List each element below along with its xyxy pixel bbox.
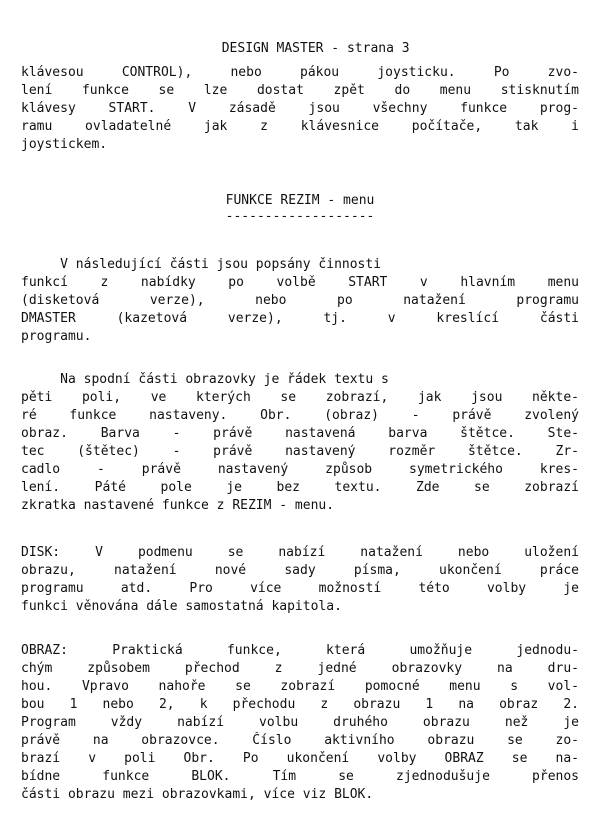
intro-line: klávesy START. V zásadě jsou všechny funkce prog- [21, 101, 579, 116]
paragraph-line: bou 1 nebo 2, k přechodu z obrazu 1 na obraz 2. [21, 697, 579, 712]
intro-line: lení funkce se lze dostat zpět do menu stisknutím [21, 83, 579, 98]
paragraph-line: obrazu, natažení nové sady písma, ukončení práce [21, 563, 579, 578]
paragraph-line: OBRAZ: Praktická funkce, která umožňuje jednodu- [21, 643, 579, 658]
paragraph-line: chým způsobem přechod z jedné obrazovky na dru- [21, 661, 579, 676]
paragraph-line: lení. Páté pole je bez textu. Zde se zobrazí [21, 480, 579, 495]
paragraph-line: právě na obrazovce. Číslo aktivního obrazu se zo- [21, 733, 579, 748]
paragraph-line: části obrazu mezi obrazovkami, více viz BLOK. [21, 787, 374, 802]
paragraph-line: DMASTER (kazetová verze), tj. v kreslící části [21, 311, 579, 326]
paragraph-line: cadlo - právě nastavený způsob symetrického kres- [21, 462, 579, 477]
paragraph-line: brazí v poli Obr. Po ukončení volby OBRAZ se na- [21, 751, 579, 766]
paragraph-line: zkratka nastavené funkce z REZIM - menu. [21, 498, 335, 513]
section-title: FUNKCE REZIM - menu [225, 193, 375, 208]
paragraph-line: hou. Vpravo nahoře se zobrazí pomocné menu s vol- [21, 679, 579, 694]
paragraph-line: funkci věnována dále samostatná kapitola. [21, 599, 342, 614]
paragraph-line: obraz. Barva - právě nastavená barva štětce. Ste- [21, 426, 579, 441]
page-title: DESIGN MASTER - strana 3 [221, 41, 410, 57]
paragraph-line: programu. [21, 329, 92, 344]
paragraph-line: pěti poli, ve kterých se zobrazí, jak jsou někte- [21, 390, 579, 405]
paragraph-line: programu atd. Pro více možností této volby je [21, 581, 579, 596]
paragraph-line: (disketová verze), nebo po natažení programu [21, 293, 579, 308]
paragraph-line: Program vždy nabízí volbu druhého obrazu než je [21, 715, 579, 730]
section-underline: ------------------- [225, 209, 375, 224]
paragraph-line: DISK: V podmenu se nabízí natažení nebo uložení [21, 545, 579, 560]
paragraph-line: tec (štětec) - právě nastavený rozměr štětce. Zr- [21, 444, 579, 459]
intro-line: ramu ovladatelné jak z klávesnice počítače, tak i [21, 119, 579, 134]
intro-line: klávesou CONTROL), nebo pákou joysticku. Po zvo- [21, 65, 579, 80]
paragraph-line: Na spodní části obrazovky je řádek textu s [21, 372, 389, 387]
paragraph-line: V následující části jsou popsány činnosti [21, 257, 382, 272]
paragraph-line: ré funkce nastaveny. Obr. (obraz) - právě zvolený [21, 408, 579, 423]
intro-line: joystickem. [21, 137, 108, 152]
paragraph-line: bídne funkce BLOK. Tím se zjednodušuje přenos [21, 769, 579, 784]
paragraph-line: funkcí z nabídky po volbě START v hlavním menu [21, 275, 579, 290]
